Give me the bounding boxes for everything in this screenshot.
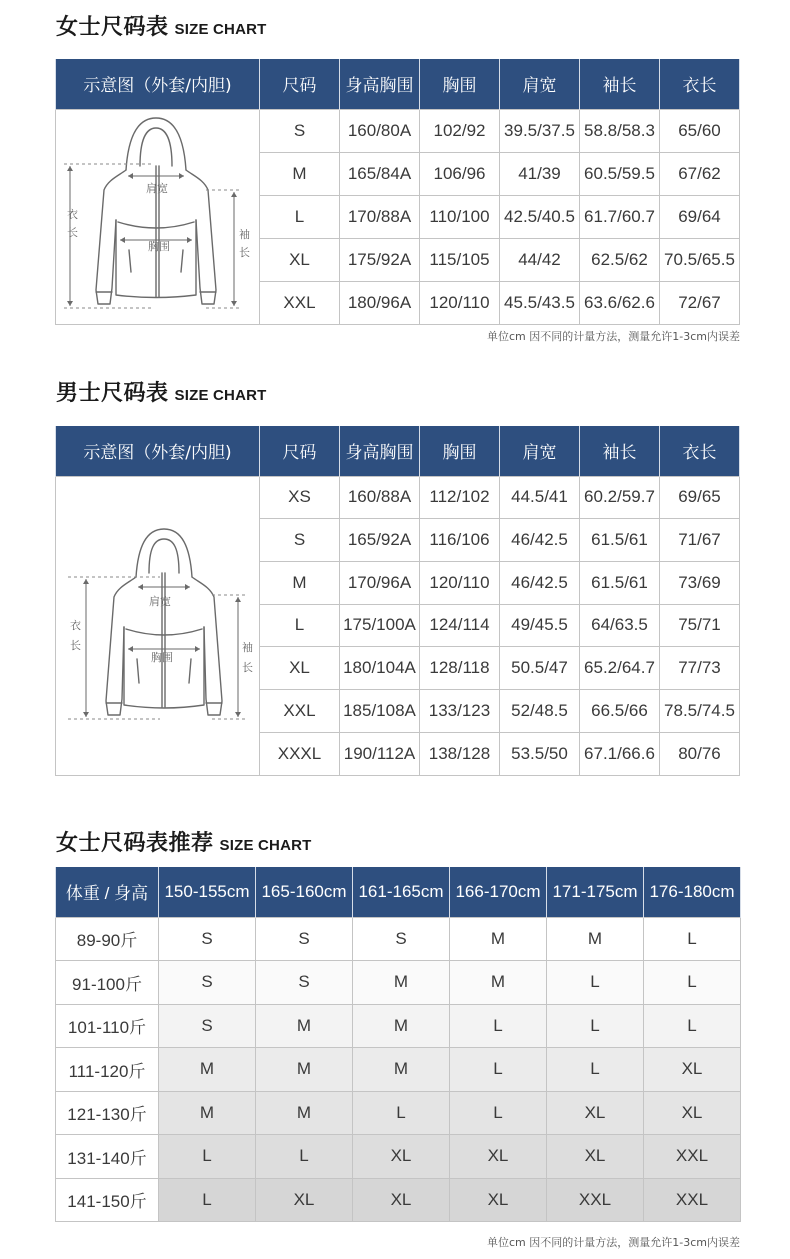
size-cell: S — [256, 917, 353, 961]
cell-size: XL — [260, 647, 340, 690]
cell-size: S — [260, 109, 340, 152]
hooded-jacket-icon — [56, 110, 259, 319]
header-corner: 体重 / 身高 — [56, 867, 159, 917]
cell-size: L — [260, 604, 340, 647]
header-shoulder: 肩宽 — [500, 59, 580, 109]
size-cell: M — [256, 1004, 353, 1048]
cell-sleeve: 64/63.5 — [580, 604, 660, 647]
header-diagram: 示意图（外套/内胆) — [56, 59, 260, 109]
sleeve-label-1: 袖 — [239, 227, 250, 241]
cell-height-chest: 160/80A — [340, 109, 420, 152]
cell-size: L — [260, 195, 340, 238]
size-cell: M — [353, 1004, 450, 1048]
table-row — [56, 917, 741, 961]
size-cell: M — [256, 1048, 353, 1092]
weight-cell: 121-130斤 — [56, 1091, 159, 1135]
header-height-range: 176-180cm — [644, 867, 741, 917]
size-cell: L — [644, 917, 741, 961]
table-row — [56, 109, 740, 152]
chest-label: 胸围 — [148, 239, 170, 253]
length-label-1: 衣 — [67, 207, 78, 221]
cell-size: XS — [260, 476, 340, 519]
cell-length: 75/71 — [660, 604, 740, 647]
length-label-2: 长 — [67, 225, 78, 239]
cell-height-chest: 170/88A — [340, 195, 420, 238]
size-cell: S — [353, 917, 450, 961]
cell-length: 69/65 — [660, 476, 740, 519]
weight-cell: 89-90斤 — [56, 917, 159, 961]
header-size: 尺码 — [260, 59, 340, 109]
cell-shoulder: 45.5/43.5 — [500, 281, 580, 324]
cell-length: 69/64 — [660, 195, 740, 238]
measurement-note: 单位cm 因不同的计量方法，测量允许1-3cm内误差 — [487, 330, 740, 343]
size-cell: S — [159, 917, 256, 961]
cell-length: 70.5/65.5 — [660, 238, 740, 281]
cell-sleeve: 67.1/66.6 — [580, 732, 660, 775]
size-cell: XL — [353, 1135, 450, 1179]
header-height-range: 165-160cm — [256, 867, 353, 917]
header-height-range: 161-165cm — [353, 867, 450, 917]
header-size: 尺码 — [260, 426, 340, 476]
header-shoulder: 肩宽 — [500, 426, 580, 476]
size-cell: L — [547, 961, 644, 1005]
size-cell: XL — [644, 1048, 741, 1092]
cell-sleeve: 61.5/61 — [580, 519, 660, 562]
size-cell: XL — [547, 1135, 644, 1179]
cell-chest: 106/96 — [420, 152, 500, 195]
cell-height-chest: 185/108A — [340, 690, 420, 733]
cell-sleeve: 60.2/59.7 — [580, 476, 660, 519]
women-chart-title: 女士尺码表 SIZE CHART — [56, 15, 267, 40]
size-cell: XL — [256, 1178, 353, 1222]
size-cell: M — [450, 961, 547, 1005]
header-chest: 胸围 — [420, 59, 500, 109]
cell-height-chest: 190/112A — [340, 732, 420, 775]
cell-height-chest: 160/88A — [340, 476, 420, 519]
table-row — [56, 1048, 741, 1092]
cell-length: 67/62 — [660, 152, 740, 195]
cell-chest: 102/92 — [420, 109, 500, 152]
cell-height-chest: 175/92A — [340, 238, 420, 281]
size-cell: XL — [450, 1135, 547, 1179]
size-cell: XXL — [644, 1135, 741, 1179]
cell-length: 77/73 — [660, 647, 740, 690]
header-height-range: 166-170cm — [450, 867, 547, 917]
header-height-range: 171-175cm — [547, 867, 644, 917]
cell-size: M — [260, 152, 340, 195]
cell-shoulder: 46/42.5 — [500, 519, 580, 562]
cell-sleeve: 62.5/62 — [580, 238, 660, 281]
cell-length: 71/67 — [660, 519, 740, 562]
cell-shoulder: 50.5/47 — [500, 647, 580, 690]
size-cell: M — [159, 1091, 256, 1135]
cell-length: 80/76 — [660, 732, 740, 775]
cell-sleeve: 66.5/66 — [580, 690, 660, 733]
cell-chest: 128/118 — [420, 647, 500, 690]
cell-sleeve: 63.6/62.6 — [580, 281, 660, 324]
table-header-row — [56, 426, 740, 476]
cell-shoulder: 53.5/50 — [500, 732, 580, 775]
size-cell: L — [450, 1091, 547, 1135]
measurement-note: 单位cm 因不同的计量方法，测量允许1-3cm内误差 — [487, 1236, 740, 1249]
cell-size: S — [260, 519, 340, 562]
cell-height-chest: 165/84A — [340, 152, 420, 195]
jacket-diagram-cell — [56, 476, 260, 775]
size-cell: L — [644, 1004, 741, 1048]
size-cell: M — [353, 1048, 450, 1092]
size-cell: L — [644, 961, 741, 1005]
chest-label: 胸围 — [151, 650, 173, 664]
size-cell: L — [450, 1004, 547, 1048]
length-label-2: 长 — [70, 638, 81, 652]
header-length: 衣长 — [660, 59, 740, 109]
table-header-row — [56, 867, 741, 917]
sleeve-label-1: 袖 — [242, 640, 253, 654]
cell-chest: 110/100 — [420, 195, 500, 238]
table-row — [56, 1135, 741, 1179]
cell-size: XL — [260, 238, 340, 281]
size-cell: L — [159, 1135, 256, 1179]
cell-sleeve: 58.8/58.3 — [580, 109, 660, 152]
men-size-table — [55, 426, 740, 776]
size-cell: XXL — [644, 1178, 741, 1222]
jacket-diagram-cell — [56, 109, 260, 324]
cell-chest: 124/114 — [420, 604, 500, 647]
cell-height-chest: 180/96A — [340, 281, 420, 324]
cell-chest: 116/106 — [420, 519, 500, 562]
cell-sleeve: 60.5/59.5 — [580, 152, 660, 195]
size-cell: L — [547, 1048, 644, 1092]
cell-chest: 138/128 — [420, 732, 500, 775]
women-recommend-table — [55, 867, 741, 1222]
cell-shoulder: 41/39 — [500, 152, 580, 195]
header-sleeve: 袖长 — [580, 426, 660, 476]
size-cell: XXL — [547, 1178, 644, 1222]
sleeve-label-2: 长 — [242, 660, 253, 674]
cell-sleeve: 61.7/60.7 — [580, 195, 660, 238]
cell-shoulder: 44.5/41 — [500, 476, 580, 519]
size-cell: L — [353, 1091, 450, 1135]
weight-cell: 91-100斤 — [56, 961, 159, 1005]
men-chart-title: 男士尺码表 SIZE CHART — [56, 381, 267, 406]
size-cell: S — [256, 961, 353, 1005]
size-cell: XL — [450, 1178, 547, 1222]
cell-sleeve: 61.5/61 — [580, 561, 660, 604]
size-cell: XL — [353, 1178, 450, 1222]
cell-chest: 120/110 — [420, 561, 500, 604]
size-cell: L — [450, 1048, 547, 1092]
cell-length: 78.5/74.5 — [660, 690, 740, 733]
hooded-jacket-icon — [56, 477, 259, 770]
table-row — [56, 1178, 741, 1222]
cell-height-chest: 165/92A — [340, 519, 420, 562]
size-cell: XL — [644, 1091, 741, 1135]
size-cell: L — [256, 1135, 353, 1179]
cell-chest: 120/110 — [420, 281, 500, 324]
length-label-1: 衣 — [70, 618, 81, 632]
table-row — [56, 1004, 741, 1048]
header-chest: 胸围 — [420, 426, 500, 476]
cell-size: XXXL — [260, 732, 340, 775]
size-cell: S — [159, 961, 256, 1005]
size-cell: XL — [547, 1091, 644, 1135]
cell-height-chest: 170/96A — [340, 561, 420, 604]
weight-cell: 111-120斤 — [56, 1048, 159, 1092]
weight-cell: 101-110斤 — [56, 1004, 159, 1048]
cell-sleeve: 65.2/64.7 — [580, 647, 660, 690]
header-length: 衣长 — [660, 426, 740, 476]
cell-shoulder: 46/42.5 — [500, 561, 580, 604]
sleeve-label-2: 长 — [239, 245, 250, 259]
cell-height-chest: 180/104A — [340, 647, 420, 690]
cell-length: 73/69 — [660, 561, 740, 604]
cell-chest: 133/123 — [420, 690, 500, 733]
size-cell: L — [159, 1178, 256, 1222]
size-cell: M — [353, 961, 450, 1005]
shoulder-label: 肩宽 — [149, 594, 171, 608]
size-cell: M — [547, 917, 644, 961]
cell-shoulder: 44/42 — [500, 238, 580, 281]
size-cell: S — [159, 1004, 256, 1048]
header-sleeve: 袖长 — [580, 59, 660, 109]
women-size-table — [55, 59, 740, 325]
cell-length: 72/67 — [660, 281, 740, 324]
table-row — [56, 476, 740, 519]
cell-shoulder: 42.5/40.5 — [500, 195, 580, 238]
cell-shoulder: 49/45.5 — [500, 604, 580, 647]
women-recommend-title: 女士尺码表推荐 SIZE CHART — [56, 831, 312, 856]
header-diagram: 示意图（外套/内胆) — [56, 426, 260, 476]
cell-size: M — [260, 561, 340, 604]
table-row — [56, 961, 741, 1005]
size-cell: M — [159, 1048, 256, 1092]
weight-cell: 141-150斤 — [56, 1178, 159, 1222]
size-cell: M — [256, 1091, 353, 1135]
cell-chest: 115/105 — [420, 238, 500, 281]
cell-chest: 112/102 — [420, 476, 500, 519]
shoulder-label: 肩宽 — [146, 181, 168, 195]
header-height-chest: 身高胸围 — [340, 59, 420, 109]
cell-length: 65/60 — [660, 109, 740, 152]
header-height-range: 150-155cm — [159, 867, 256, 917]
cell-shoulder: 39.5/37.5 — [500, 109, 580, 152]
cell-shoulder: 52/48.5 — [500, 690, 580, 733]
cell-height-chest: 175/100A — [340, 604, 420, 647]
table-row — [56, 1091, 741, 1135]
size-cell: L — [547, 1004, 644, 1048]
cell-size: XXL — [260, 281, 340, 324]
size-cell: M — [450, 917, 547, 961]
weight-cell: 131-140斤 — [56, 1135, 159, 1179]
table-header-row — [56, 59, 740, 109]
header-height-chest: 身高胸围 — [340, 426, 420, 476]
cell-size: XXL — [260, 690, 340, 733]
